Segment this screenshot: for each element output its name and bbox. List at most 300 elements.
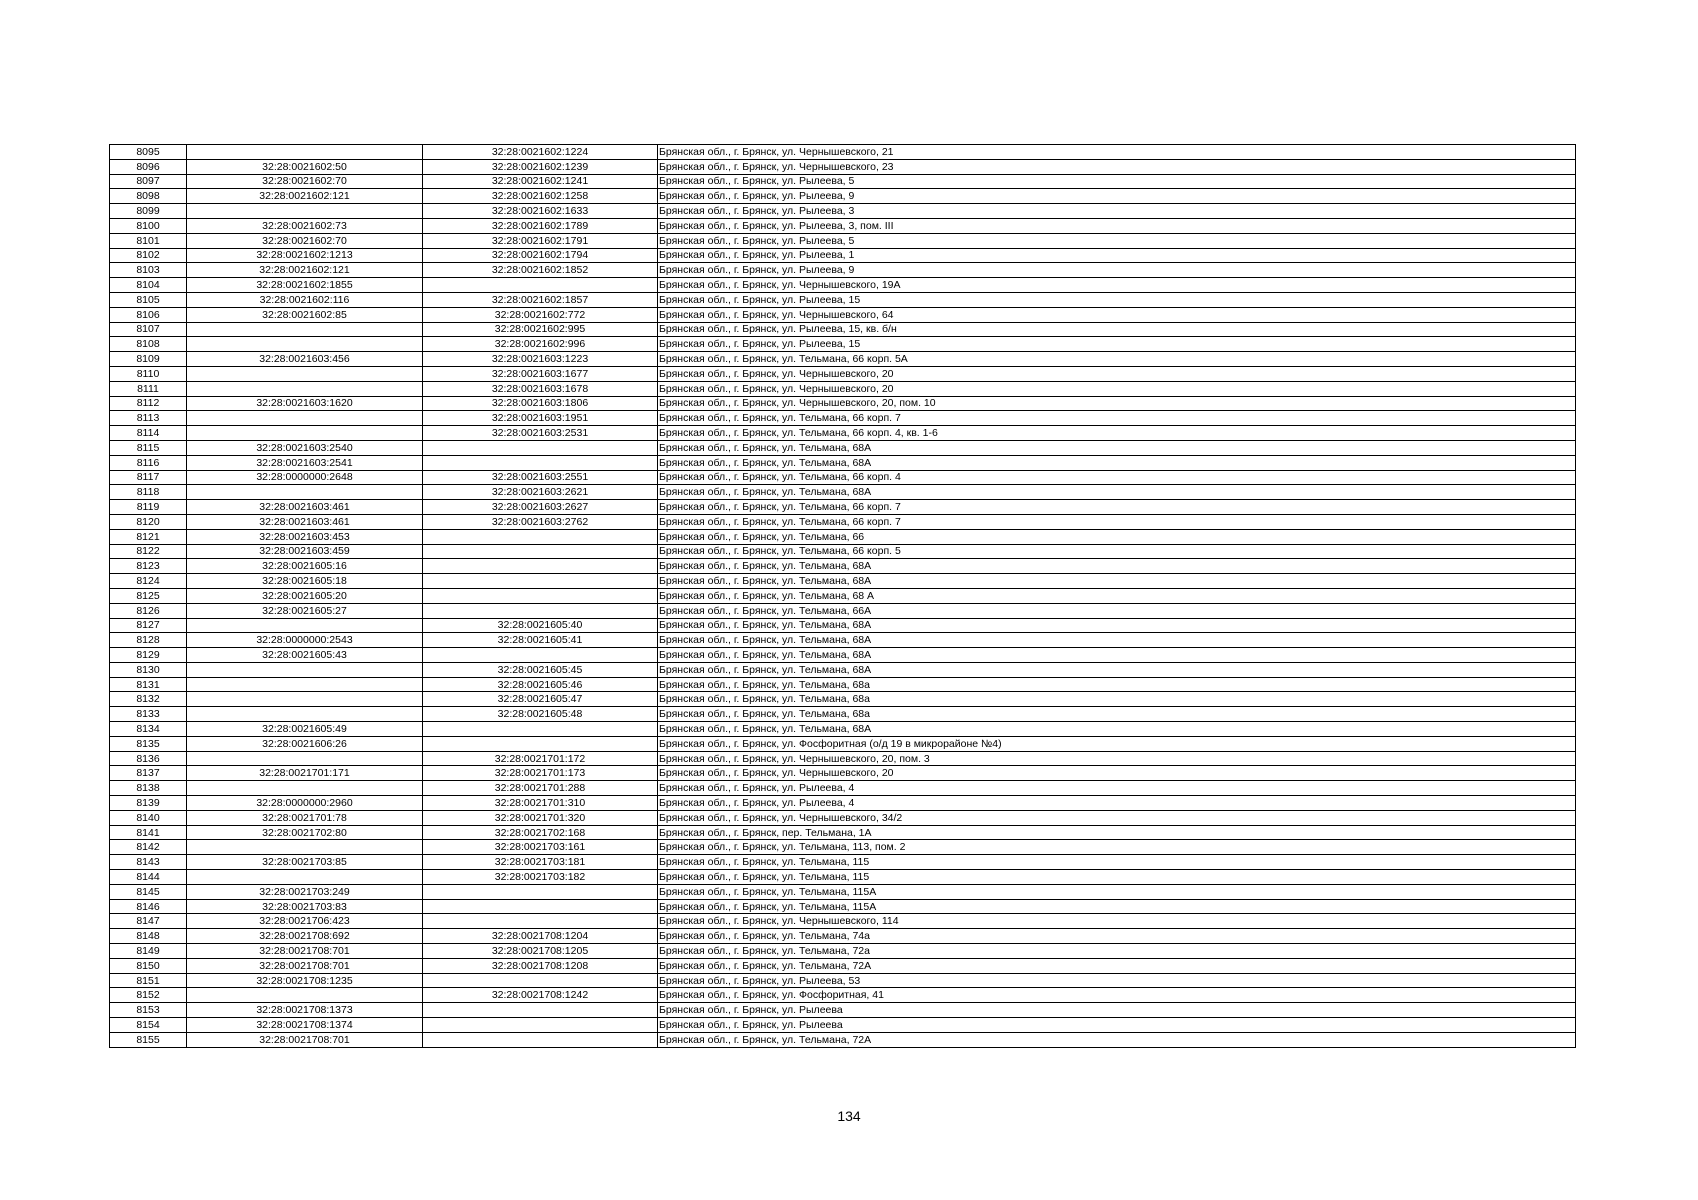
address-cell: Брянская обл., г. Брянск, ул. Тельмана, 68А [658, 722, 1576, 737]
table-row [110, 574, 1576, 589]
address-cell: Брянская обл., г. Брянск, ул. Тельмана, 66 корп. 5 [658, 544, 1576, 559]
address-cell: Брянская обл., г. Брянск, пер. Тельмана, 1А [658, 825, 1576, 840]
row-number-cell: 8128 [110, 633, 187, 648]
row-number-cell: 8110 [110, 366, 187, 381]
land-cadastral-number-cell: 32:28:0000000:2543 [187, 633, 423, 648]
row-number-cell: 8111 [110, 381, 187, 396]
table-row [110, 322, 1576, 337]
building-cadastral-number-cell [423, 559, 658, 574]
table-row [110, 440, 1576, 455]
address-cell: Брянская обл., г. Брянск, ул. Тельмана, 66 корп. 7 [658, 500, 1576, 515]
building-cadastral-number-cell: 32:28:0021701:320 [423, 810, 658, 825]
table-row [110, 559, 1576, 574]
land-cadastral-number-cell [187, 426, 423, 441]
table-row [110, 500, 1576, 515]
address-cell: Брянская обл., г. Брянск, ул. Рылеева, 1 [658, 248, 1576, 263]
table-row [110, 278, 1576, 293]
land-cadastral-number-cell: 32:28:0021602:1855 [187, 278, 423, 293]
land-cadastral-number-cell [187, 692, 423, 707]
table-row [110, 603, 1576, 618]
land-cadastral-number-cell [187, 337, 423, 352]
address-cell: Брянская обл., г. Брянск, ул. Тельмана, 74а [658, 929, 1576, 944]
land-cadastral-number-cell: 32:28:0021603:2540 [187, 440, 423, 455]
building-cadastral-number-cell: 32:28:0021605:47 [423, 692, 658, 707]
table-row [110, 722, 1576, 737]
address-cell: Брянская обл., г. Брянск, ул. Чернышевского, 23 [658, 159, 1576, 174]
land-cadastral-number-cell: 32:28:0021602:70 [187, 233, 423, 248]
land-cadastral-number-cell: 32:28:0021603:461 [187, 514, 423, 529]
building-cadastral-number-cell: 32:28:0021603:1223 [423, 352, 658, 367]
address-cell: Брянская обл., г. Брянск, ул. Фосфоритная, 41 [658, 988, 1576, 1003]
address-cell: Брянская обл., г. Брянск, ул. Чернышевского, 19А [658, 278, 1576, 293]
land-cadastral-number-cell [187, 322, 423, 337]
address-cell: Брянская обл., г. Брянск, ул. Чернышевского, 20, пом. 3 [658, 751, 1576, 766]
land-cadastral-number-cell: 32:28:0021701:171 [187, 766, 423, 781]
building-cadastral-number-cell: 32:28:0021701:310 [423, 796, 658, 811]
land-cadastral-number-cell: 32:28:0021605:27 [187, 603, 423, 618]
page-number: 134 [837, 1108, 861, 1124]
building-cadastral-number-cell: 32:28:0021701:288 [423, 781, 658, 796]
address-cell: Брянская обл., г. Брянск, ул. Фосфоритная (о/д 19 в микрорайоне №4) [658, 736, 1576, 751]
address-cell: Брянская обл., г. Брянск, ул. Тельмана, 115А [658, 884, 1576, 899]
table-row [110, 929, 1576, 944]
row-number-cell: 8107 [110, 322, 187, 337]
table-row [110, 544, 1576, 559]
building-cadastral-number-cell [423, 588, 658, 603]
land-cadastral-number-cell: 32:28:0021708:692 [187, 929, 423, 944]
row-number-cell: 8096 [110, 159, 187, 174]
land-cadastral-number-cell: 32:28:0021602:1213 [187, 248, 423, 263]
row-number-cell: 8147 [110, 914, 187, 929]
row-number-cell: 8129 [110, 648, 187, 663]
land-cadastral-number-cell: 32:28:0021703:85 [187, 855, 423, 870]
building-cadastral-number-cell: 32:28:0021605:46 [423, 677, 658, 692]
address-cell: Брянская обл., г. Брянск, ул. Рылеева [658, 1003, 1576, 1018]
table-row [110, 662, 1576, 677]
address-cell: Брянская обл., г. Брянск, ул. Тельмана, 66 корп. 4 [658, 470, 1576, 485]
building-cadastral-number-cell: 32:28:0021603:2551 [423, 470, 658, 485]
row-number-cell: 8135 [110, 736, 187, 751]
address-cell: Брянская обл., г. Брянск, ул. Рылеева [658, 1018, 1576, 1033]
land-cadastral-number-cell: 32:28:0021708:701 [187, 1032, 423, 1047]
building-cadastral-number-cell: 32:28:0021602:1794 [423, 248, 658, 263]
row-number-cell: 8114 [110, 426, 187, 441]
building-cadastral-number-cell: 32:28:0021701:172 [423, 751, 658, 766]
table-row [110, 529, 1576, 544]
building-cadastral-number-cell: 32:28:0021605:48 [423, 707, 658, 722]
building-cadastral-number-cell: 32:28:0021602:1239 [423, 159, 658, 174]
land-cadastral-number-cell: 32:28:0021602:70 [187, 174, 423, 189]
building-cadastral-number-cell: 32:28:0021605:45 [423, 662, 658, 677]
table-row [110, 381, 1576, 396]
row-number-cell: 8145 [110, 884, 187, 899]
building-cadastral-number-cell [423, 914, 658, 929]
table-row [110, 914, 1576, 929]
land-cadastral-number-cell: 32:28:0021708:701 [187, 958, 423, 973]
building-cadastral-number-cell [423, 899, 658, 914]
table-row [110, 781, 1576, 796]
land-cadastral-number-cell [187, 707, 423, 722]
address-cell: Брянская обл., г. Брянск, ул. Тельмана, 115 [658, 870, 1576, 885]
table-row [110, 840, 1576, 855]
building-cadastral-number-cell: 32:28:0021605:40 [423, 618, 658, 633]
row-number-cell: 8138 [110, 781, 187, 796]
row-number-cell: 8130 [110, 662, 187, 677]
row-number-cell: 8123 [110, 559, 187, 574]
building-cadastral-number-cell: 32:28:0021602:772 [423, 307, 658, 322]
building-cadastral-number-cell: 32:28:0021602:996 [423, 337, 658, 352]
building-cadastral-number-cell: 32:28:0021708:1242 [423, 988, 658, 1003]
building-cadastral-number-cell [423, 278, 658, 293]
address-cell: Брянская обл., г. Брянск, ул. Рылеева, 9 [658, 189, 1576, 204]
address-cell: Брянская обл., г. Брянск, ул. Тельмана, 115А [658, 899, 1576, 914]
land-cadastral-number-cell: 32:28:0021703:83 [187, 899, 423, 914]
table-row [110, 263, 1576, 278]
address-cell: Брянская обл., г. Брянск, ул. Рылеева, 53 [658, 973, 1576, 988]
building-cadastral-number-cell: 32:28:0021602:1224 [423, 145, 658, 160]
address-cell: Брянская обл., г. Брянск, ул. Рылеева, 4 [658, 781, 1576, 796]
address-cell: Брянская обл., г. Брянск, ул. Тельмана, 68А [658, 633, 1576, 648]
building-cadastral-number-cell: 32:28:0021602:1791 [423, 233, 658, 248]
building-cadastral-number-cell: 32:28:0021708:1208 [423, 958, 658, 973]
row-number-cell: 8150 [110, 958, 187, 973]
land-cadastral-number-cell: 32:28:0021603:459 [187, 544, 423, 559]
building-cadastral-number-cell: 32:28:0021603:2621 [423, 485, 658, 500]
address-cell: Брянская обл., г. Брянск, ул. Тельмана, 68А [658, 455, 1576, 470]
address-cell: Брянская обл., г. Брянск, ул. Тельмана, 68А [658, 662, 1576, 677]
building-cadastral-number-cell [423, 973, 658, 988]
row-number-cell: 8142 [110, 840, 187, 855]
address-cell: Брянская обл., г. Брянск, ул. Тельмана, 68А [658, 618, 1576, 633]
address-cell: Брянская обл., г. Брянск, ул. Рылеева, 5 [658, 174, 1576, 189]
row-number-cell: 8124 [110, 574, 187, 589]
row-number-cell: 8136 [110, 751, 187, 766]
table-row [110, 796, 1576, 811]
table-row [110, 455, 1576, 470]
address-cell: Брянская обл., г. Брянск, ул. Тельмана, 66 корп. 7 [658, 411, 1576, 426]
row-number-cell: 8120 [110, 514, 187, 529]
row-number-cell: 8097 [110, 174, 187, 189]
row-number-cell: 8134 [110, 722, 187, 737]
table-row [110, 855, 1576, 870]
address-cell: Брянская обл., г. Брянск, ул. Тельмана, 68а [658, 692, 1576, 707]
land-cadastral-number-cell [187, 781, 423, 796]
building-cadastral-number-cell: 32:28:0021702:168 [423, 825, 658, 840]
table-row [110, 159, 1576, 174]
address-cell: Брянская обл., г. Брянск, ул. Рылеева, 5 [658, 233, 1576, 248]
address-cell: Брянская обл., г. Брянск, ул. Рылеева, 3 [658, 204, 1576, 219]
address-cell: Брянская обл., г. Брянск, ул. Чернышевского, 114 [658, 914, 1576, 929]
land-cadastral-number-cell: 32:28:0021703:249 [187, 884, 423, 899]
address-cell: Брянская обл., г. Брянск, ул. Тельмана, 66 корп. 5А [658, 352, 1576, 367]
address-cell: Брянская обл., г. Брянск, ул. Рылеева, 15 [658, 292, 1576, 307]
table-row [110, 1003, 1576, 1018]
building-cadastral-number-cell: 32:28:0021603:2531 [423, 426, 658, 441]
building-cadastral-number-cell: 32:28:0021701:173 [423, 766, 658, 781]
land-cadastral-number-cell: 32:28:0021603:2541 [187, 455, 423, 470]
row-number-cell: 8098 [110, 189, 187, 204]
address-cell: Брянская обл., г. Брянск, ул. Тельмана, 72а [658, 944, 1576, 959]
row-number-cell: 8154 [110, 1018, 187, 1033]
building-cadastral-number-cell [423, 884, 658, 899]
address-cell: Брянская обл., г. Брянск, ул. Тельмана, 68А [658, 559, 1576, 574]
address-cell: Брянская обл., г. Брянск, ул. Тельмана, 115 [658, 855, 1576, 870]
building-cadastral-number-cell [423, 722, 658, 737]
table-row [110, 248, 1576, 263]
table-row [110, 1018, 1576, 1033]
row-number-cell: 8122 [110, 544, 187, 559]
building-cadastral-number-cell [423, 529, 658, 544]
building-cadastral-number-cell [423, 736, 658, 751]
row-number-cell: 8146 [110, 899, 187, 914]
table-row [110, 174, 1576, 189]
table-row [110, 810, 1576, 825]
land-cadastral-number-cell: 32:28:0021701:78 [187, 810, 423, 825]
table-row [110, 677, 1576, 692]
row-number-cell: 8133 [110, 707, 187, 722]
row-number-cell: 8115 [110, 440, 187, 455]
address-cell: Брянская обл., г. Брянск, ул. Чернышевского, 20 [658, 381, 1576, 396]
land-cadastral-number-cell [187, 751, 423, 766]
land-cadastral-number-cell [187, 411, 423, 426]
row-number-cell: 8152 [110, 988, 187, 1003]
row-number-cell: 8117 [110, 470, 187, 485]
land-cadastral-number-cell: 32:28:0000000:2648 [187, 470, 423, 485]
address-cell: Брянская обл., г. Брянск, ул. Тельмана, 72А [658, 1032, 1576, 1047]
land-cadastral-number-cell: 32:28:0021708:1374 [187, 1018, 423, 1033]
table-row [110, 233, 1576, 248]
table-row [110, 751, 1576, 766]
table-row [110, 352, 1576, 367]
table-row [110, 988, 1576, 1003]
table-row [110, 366, 1576, 381]
land-cadastral-number-cell: 32:28:0021602:73 [187, 218, 423, 233]
land-cadastral-number-cell [187, 618, 423, 633]
building-cadastral-number-cell: 32:28:0021603:2627 [423, 500, 658, 515]
land-cadastral-number-cell [187, 366, 423, 381]
building-cadastral-number-cell: 32:28:0021603:1678 [423, 381, 658, 396]
row-number-cell: 8139 [110, 796, 187, 811]
row-number-cell: 8095 [110, 145, 187, 160]
land-cadastral-number-cell: 32:28:0021602:121 [187, 263, 423, 278]
row-number-cell: 8121 [110, 529, 187, 544]
building-cadastral-number-cell: 32:28:0021602:1852 [423, 263, 658, 278]
address-cell: Брянская обл., г. Брянск, ул. Рылеева, 9 [658, 263, 1576, 278]
land-cadastral-number-cell [187, 485, 423, 500]
property-register-table [109, 144, 1576, 1048]
building-cadastral-number-cell: 32:28:0021708:1204 [423, 929, 658, 944]
building-cadastral-number-cell [423, 1018, 658, 1033]
table-row [110, 618, 1576, 633]
address-cell: Брянская обл., г. Брянск, ул. Чернышевского, 20, пом. 10 [658, 396, 1576, 411]
row-number-cell: 8105 [110, 292, 187, 307]
table-row [110, 145, 1576, 160]
table-row [110, 944, 1576, 959]
building-cadastral-number-cell: 32:28:0021703:161 [423, 840, 658, 855]
row-number-cell: 8108 [110, 337, 187, 352]
building-cadastral-number-cell [423, 574, 658, 589]
table-row [110, 766, 1576, 781]
land-cadastral-number-cell: 32:28:0021603:461 [187, 500, 423, 515]
building-cadastral-number-cell: 32:28:0021602:1258 [423, 189, 658, 204]
land-cadastral-number-cell [187, 677, 423, 692]
building-cadastral-number-cell: 32:28:0021602:1857 [423, 292, 658, 307]
land-cadastral-number-cell: 32:28:0021708:701 [187, 944, 423, 959]
table-row [110, 204, 1576, 219]
row-number-cell: 8104 [110, 278, 187, 293]
row-number-cell: 8099 [110, 204, 187, 219]
building-cadastral-number-cell [423, 1003, 658, 1018]
land-cadastral-number-cell: 32:28:0021702:80 [187, 825, 423, 840]
building-cadastral-number-cell: 32:28:0021603:1677 [423, 366, 658, 381]
address-cell: Брянская обл., г. Брянск, ул. Рылеева, 4 [658, 796, 1576, 811]
land-cadastral-number-cell: 32:28:0021605:20 [187, 588, 423, 603]
land-cadastral-number-cell [187, 381, 423, 396]
building-cadastral-number-cell [423, 603, 658, 618]
row-number-cell: 8112 [110, 396, 187, 411]
address-cell: Брянская обл., г. Брянск, ул. Тельмана, 66 корп. 4, кв. 1-6 [658, 426, 1576, 441]
address-cell: Брянская обл., г. Брянск, ул. Тельмана, 68 А [658, 588, 1576, 603]
table-row [110, 648, 1576, 663]
address-cell: Брянская обл., г. Брянск, ул. Тельмана, 66 [658, 529, 1576, 544]
table-row [110, 1032, 1576, 1047]
table-row [110, 337, 1576, 352]
address-cell: Брянская обл., г. Брянск, ул. Тельмана, 68А [658, 648, 1576, 663]
table-row [110, 884, 1576, 899]
row-number-cell: 8144 [110, 870, 187, 885]
row-number-cell: 8148 [110, 929, 187, 944]
land-cadastral-number-cell: 32:28:0021605:16 [187, 559, 423, 574]
building-cadastral-number-cell: 32:28:0021605:41 [423, 633, 658, 648]
row-number-cell: 8149 [110, 944, 187, 959]
land-cadastral-number-cell: 32:28:0021602:85 [187, 307, 423, 322]
land-cadastral-number-cell: 32:28:0000000:2960 [187, 796, 423, 811]
row-number-cell: 8106 [110, 307, 187, 322]
building-cadastral-number-cell [423, 648, 658, 663]
table-row [110, 633, 1576, 648]
building-cadastral-number-cell: 32:28:0021602:1633 [423, 204, 658, 219]
building-cadastral-number-cell: 32:28:0021602:1241 [423, 174, 658, 189]
land-cadastral-number-cell [187, 988, 423, 1003]
row-number-cell: 8100 [110, 218, 187, 233]
address-cell: Брянская обл., г. Брянск, ул. Чернышевского, 20 [658, 766, 1576, 781]
land-cadastral-number-cell: 32:28:0021708:1373 [187, 1003, 423, 1018]
address-cell: Брянская обл., г. Брянск, ул. Тельмана, 68а [658, 707, 1576, 722]
land-cadastral-number-cell [187, 870, 423, 885]
land-cadastral-number-cell [187, 145, 423, 160]
building-cadastral-number-cell: 32:28:0021603:1951 [423, 411, 658, 426]
table-row [110, 736, 1576, 751]
building-cadastral-number-cell: 32:28:0021703:181 [423, 855, 658, 870]
address-cell: Брянская обл., г. Брянск, ул. Рылеева, 15, кв. б/н [658, 322, 1576, 337]
row-number-cell: 8127 [110, 618, 187, 633]
address-cell: Брянская обл., г. Брянск, ул. Тельмана, 68А [658, 574, 1576, 589]
table-row [110, 189, 1576, 204]
row-number-cell: 8101 [110, 233, 187, 248]
building-cadastral-number-cell: 32:28:0021703:182 [423, 870, 658, 885]
table-row [110, 692, 1576, 707]
row-number-cell: 8143 [110, 855, 187, 870]
table-row [110, 899, 1576, 914]
address-cell: Брянская обл., г. Брянск, ул. Тельмана, 72А [658, 958, 1576, 973]
building-cadastral-number-cell: 32:28:0021708:1205 [423, 944, 658, 959]
table-row [110, 973, 1576, 988]
table-row [110, 426, 1576, 441]
row-number-cell: 8132 [110, 692, 187, 707]
row-number-cell: 8137 [110, 766, 187, 781]
land-cadastral-number-cell: 32:28:0021602:121 [187, 189, 423, 204]
building-cadastral-number-cell [423, 544, 658, 559]
row-number-cell: 8155 [110, 1032, 187, 1047]
building-cadastral-number-cell [423, 455, 658, 470]
building-cadastral-number-cell: 32:28:0021602:995 [423, 322, 658, 337]
address-cell: Брянская обл., г. Брянск, ул. Тельмана, 66А [658, 603, 1576, 618]
row-number-cell: 8118 [110, 485, 187, 500]
row-number-cell: 8153 [110, 1003, 187, 1018]
land-cadastral-number-cell [187, 662, 423, 677]
address-cell: Брянская обл., г. Брянск, ул. Тельмана, 113, пом. 2 [658, 840, 1576, 855]
address-cell: Брянская обл., г. Брянск, ул. Тельмана, 68а [658, 677, 1576, 692]
row-number-cell: 8151 [110, 973, 187, 988]
address-cell: Брянская обл., г. Брянск, ул. Чернышевского, 64 [658, 307, 1576, 322]
table-row [110, 396, 1576, 411]
table-row [110, 588, 1576, 603]
address-cell: Брянская обл., г. Брянск, ул. Чернышевского, 34/2 [658, 810, 1576, 825]
table-row [110, 218, 1576, 233]
land-cadastral-number-cell [187, 840, 423, 855]
table-row [110, 307, 1576, 322]
address-cell: Брянская обл., г. Брянск, ул. Чернышевского, 20 [658, 366, 1576, 381]
table-row [110, 958, 1576, 973]
row-number-cell: 8102 [110, 248, 187, 263]
building-cadastral-number-cell: 32:28:0021602:1789 [423, 218, 658, 233]
table-body [110, 145, 1576, 1048]
land-cadastral-number-cell: 32:28:0021602:50 [187, 159, 423, 174]
table-row [110, 707, 1576, 722]
land-cadastral-number-cell [187, 204, 423, 219]
table-row [110, 870, 1576, 885]
row-number-cell: 8113 [110, 411, 187, 426]
table-row [110, 470, 1576, 485]
row-number-cell: 8103 [110, 263, 187, 278]
address-cell: Брянская обл., г. Брянск, ул. Тельмана, 68А [658, 485, 1576, 500]
table-row [110, 485, 1576, 500]
land-cadastral-number-cell: 32:28:0021603:453 [187, 529, 423, 544]
row-number-cell: 8126 [110, 603, 187, 618]
address-cell: Брянская обл., г. Брянск, ул. Рылеева, 3, пом. III [658, 218, 1576, 233]
table-row [110, 292, 1576, 307]
address-cell: Брянская обл., г. Брянск, ул. Чернышевского, 21 [658, 145, 1576, 160]
land-cadastral-number-cell: 32:28:0021603:456 [187, 352, 423, 367]
land-cadastral-number-cell: 32:28:0021708:1235 [187, 973, 423, 988]
building-cadastral-number-cell: 32:28:0021603:2762 [423, 514, 658, 529]
row-number-cell: 8125 [110, 588, 187, 603]
land-cadastral-number-cell: 32:28:0021603:1620 [187, 396, 423, 411]
building-cadastral-number-cell: 32:28:0021603:1806 [423, 396, 658, 411]
row-number-cell: 8140 [110, 810, 187, 825]
row-number-cell: 8131 [110, 677, 187, 692]
address-cell: Брянская обл., г. Брянск, ул. Тельмана, 66 корп. 7 [658, 514, 1576, 529]
table-row [110, 514, 1576, 529]
row-number-cell: 8116 [110, 455, 187, 470]
row-number-cell: 8119 [110, 500, 187, 515]
land-cadastral-number-cell: 32:28:0021602:116 [187, 292, 423, 307]
land-cadastral-number-cell: 32:28:0021605:18 [187, 574, 423, 589]
land-cadastral-number-cell: 32:28:0021605:49 [187, 722, 423, 737]
land-cadastral-number-cell: 32:28:0021706:423 [187, 914, 423, 929]
row-number-cell: 8109 [110, 352, 187, 367]
building-cadastral-number-cell [423, 1032, 658, 1047]
